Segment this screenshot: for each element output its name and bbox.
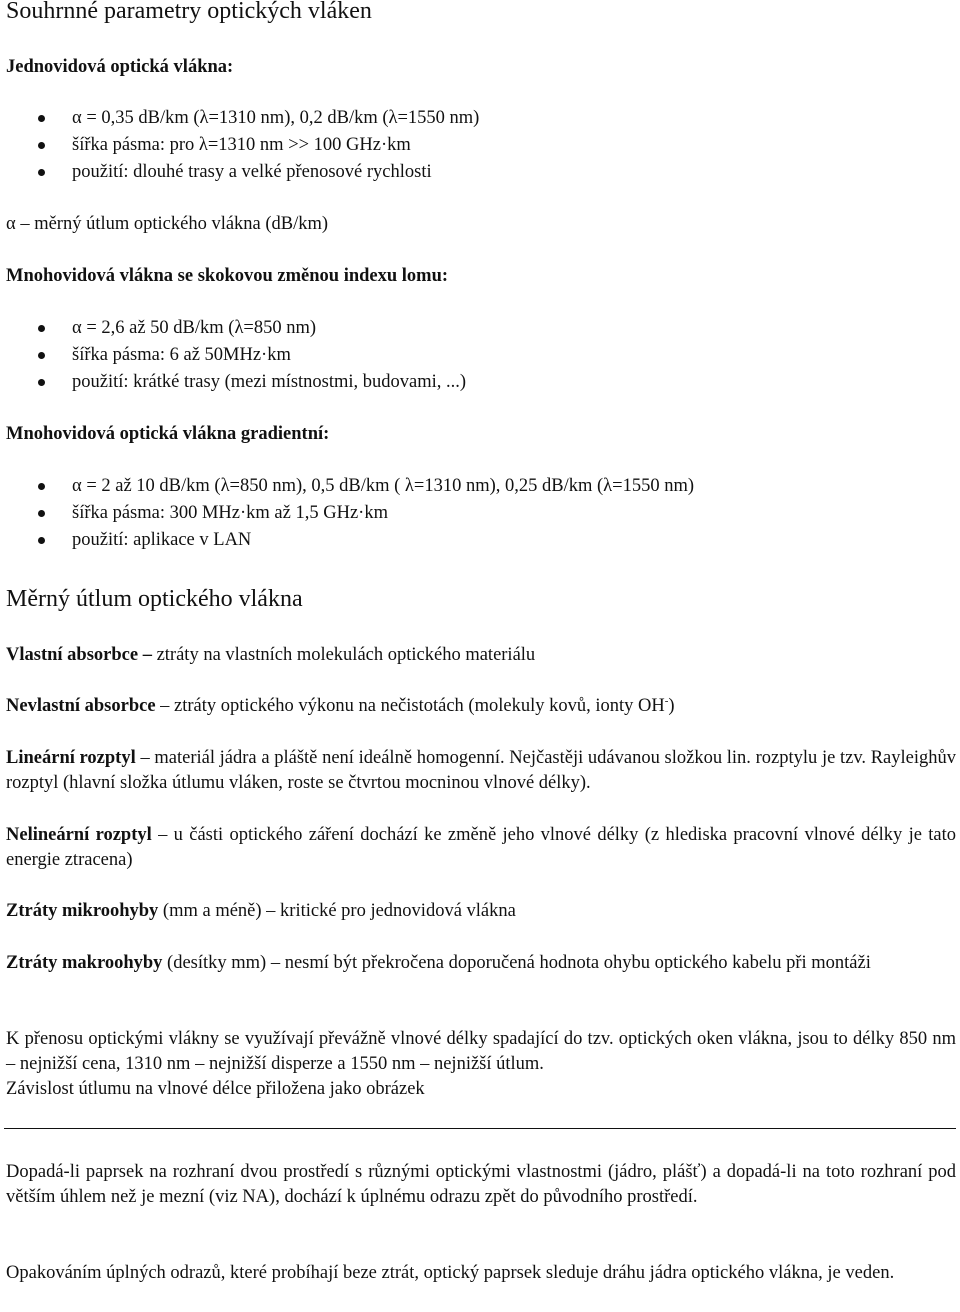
paragraph-linear-scatter bbox=[6, 746, 956, 796]
term: Nevlastní absorbce bbox=[6, 696, 156, 716]
description: (mm a méně) – kritické pro jednovidová vlákna bbox=[158, 901, 516, 921]
single-mode-heading: Jednovidová optická vlákna: bbox=[6, 57, 234, 77]
list-item: použití: dlouhé trasy a velké přenosové rychlosti bbox=[0, 159, 950, 186]
multimode-gradient-list bbox=[0, 473, 950, 554]
paragraph-optical-windows bbox=[6, 1027, 956, 1102]
reflection-text: Dopadá-li paprsek na rozhraní dvou prostředí s různými optickými vlastnostmi (jádro, plášť) a dopadá-li na toto rozhraní pod větším úhlem než je mezní (viz NA), dochází k úplnému odrazu zpět do původního prostředí. bbox=[6, 1162, 956, 1207]
description: – u části optického záření dochází ke změně jeho vlnové délky (z hlediska pracovní vlnové délky je tato energie ztracena) bbox=[6, 825, 957, 870]
page-title: Souhrnné parametry optických vláken bbox=[6, 0, 372, 24]
section-title: Měrný útlum optického vlákna bbox=[6, 586, 303, 612]
term: Nelineární rozptyl bbox=[6, 825, 152, 845]
windows-text: K přenosu optickými vlákny se využívají převážně vlnové délky spadající do tzv. optických oken vlákna, jsou to délky 850 nm – nejnižší cena, 1310 nm – nejnižší disperze a 1550 nm – nejnižší útlum. bbox=[6, 1029, 956, 1074]
term: Vlastní absorbce – bbox=[6, 645, 152, 665]
term: Ztráty makroohyby bbox=[6, 953, 163, 973]
list-item: šířka pásma: 6 až 50MHz·km bbox=[0, 342, 950, 369]
description-tail: ) bbox=[668, 696, 675, 716]
paragraph-own-absorption bbox=[6, 643, 956, 668]
list-item: použití: aplikace v LAN bbox=[0, 527, 950, 554]
description: – ztráty optického výkonu na nečistotách (molekuly kovů, ionty OH bbox=[155, 696, 665, 716]
superscript: - bbox=[664, 694, 669, 707]
list-item: α = 2,6 až 50 dB/km (λ=850 nm) bbox=[0, 315, 950, 342]
horizontal-divider bbox=[4, 1128, 956, 1129]
single-mode-list bbox=[0, 105, 950, 186]
multimode-step-heading: Mnohovidová vlákna se skokovou změnou indexu lomu: bbox=[6, 266, 449, 286]
description: ztráty na vlastních molekulách optického materiálu bbox=[151, 645, 536, 665]
paragraph-guiding bbox=[6, 1261, 956, 1286]
paragraph-nonlinear-scatter bbox=[6, 823, 956, 873]
paragraph-foreign-absorption bbox=[6, 694, 956, 719]
description: (desítky mm) – nesmí být překročena doporučená hodnota ohybu optického kabelu při montáži bbox=[162, 953, 871, 973]
list-item: šířka pásma: pro λ=1310 nm >> 100 GHz·km bbox=[0, 132, 950, 159]
term: Lineární rozptyl bbox=[6, 748, 136, 768]
list-item: α = 0,35 dB/km (λ=1310 nm), 0,2 dB/km (λ=1550 nm) bbox=[0, 105, 950, 132]
term: Ztráty mikroohyby bbox=[6, 901, 159, 921]
paragraph-microbends bbox=[6, 899, 956, 924]
multimode-step-list bbox=[0, 315, 950, 396]
list-item: α = 2 až 10 dB/km (λ=850 nm), 0,5 dB/km ( λ=1310 nm), 0,25 dB/km (λ=1550 nm) bbox=[0, 473, 950, 500]
list-item: šířka pásma: 300 MHz·km až 1,5 GHz·km bbox=[0, 500, 950, 527]
list-item: použití: krátké trasy (mezi místnostmi, budovami, ...) bbox=[0, 369, 950, 396]
dependence-text: Závislost útlumu na vlnové délce přiložena jako obrázek bbox=[6, 1079, 425, 1099]
alpha-note: α – měrný útlum optického vlákna (dB/km) bbox=[6, 214, 329, 234]
paragraph-macrobends bbox=[6, 951, 956, 976]
guiding-text: Opakováním úplných odrazů, které probíhají beze ztrát, optický paprsek sleduje dráhu jádra optického vlákna, je veden. bbox=[6, 1263, 895, 1283]
description: – materiál jádra a pláště není ideálně homogenní. Nejčastěji udávanou složkou lin. rozptylu je tzv. Rayleighův rozptyl (hlavní složka útlumu vláken, roste se čtvrtou mocninou vlnové délky). bbox=[6, 748, 957, 793]
multimode-gradient-heading: Mnohovidová optická vlákna gradientní: bbox=[6, 424, 330, 444]
paragraph-total-reflection bbox=[6, 1160, 956, 1210]
